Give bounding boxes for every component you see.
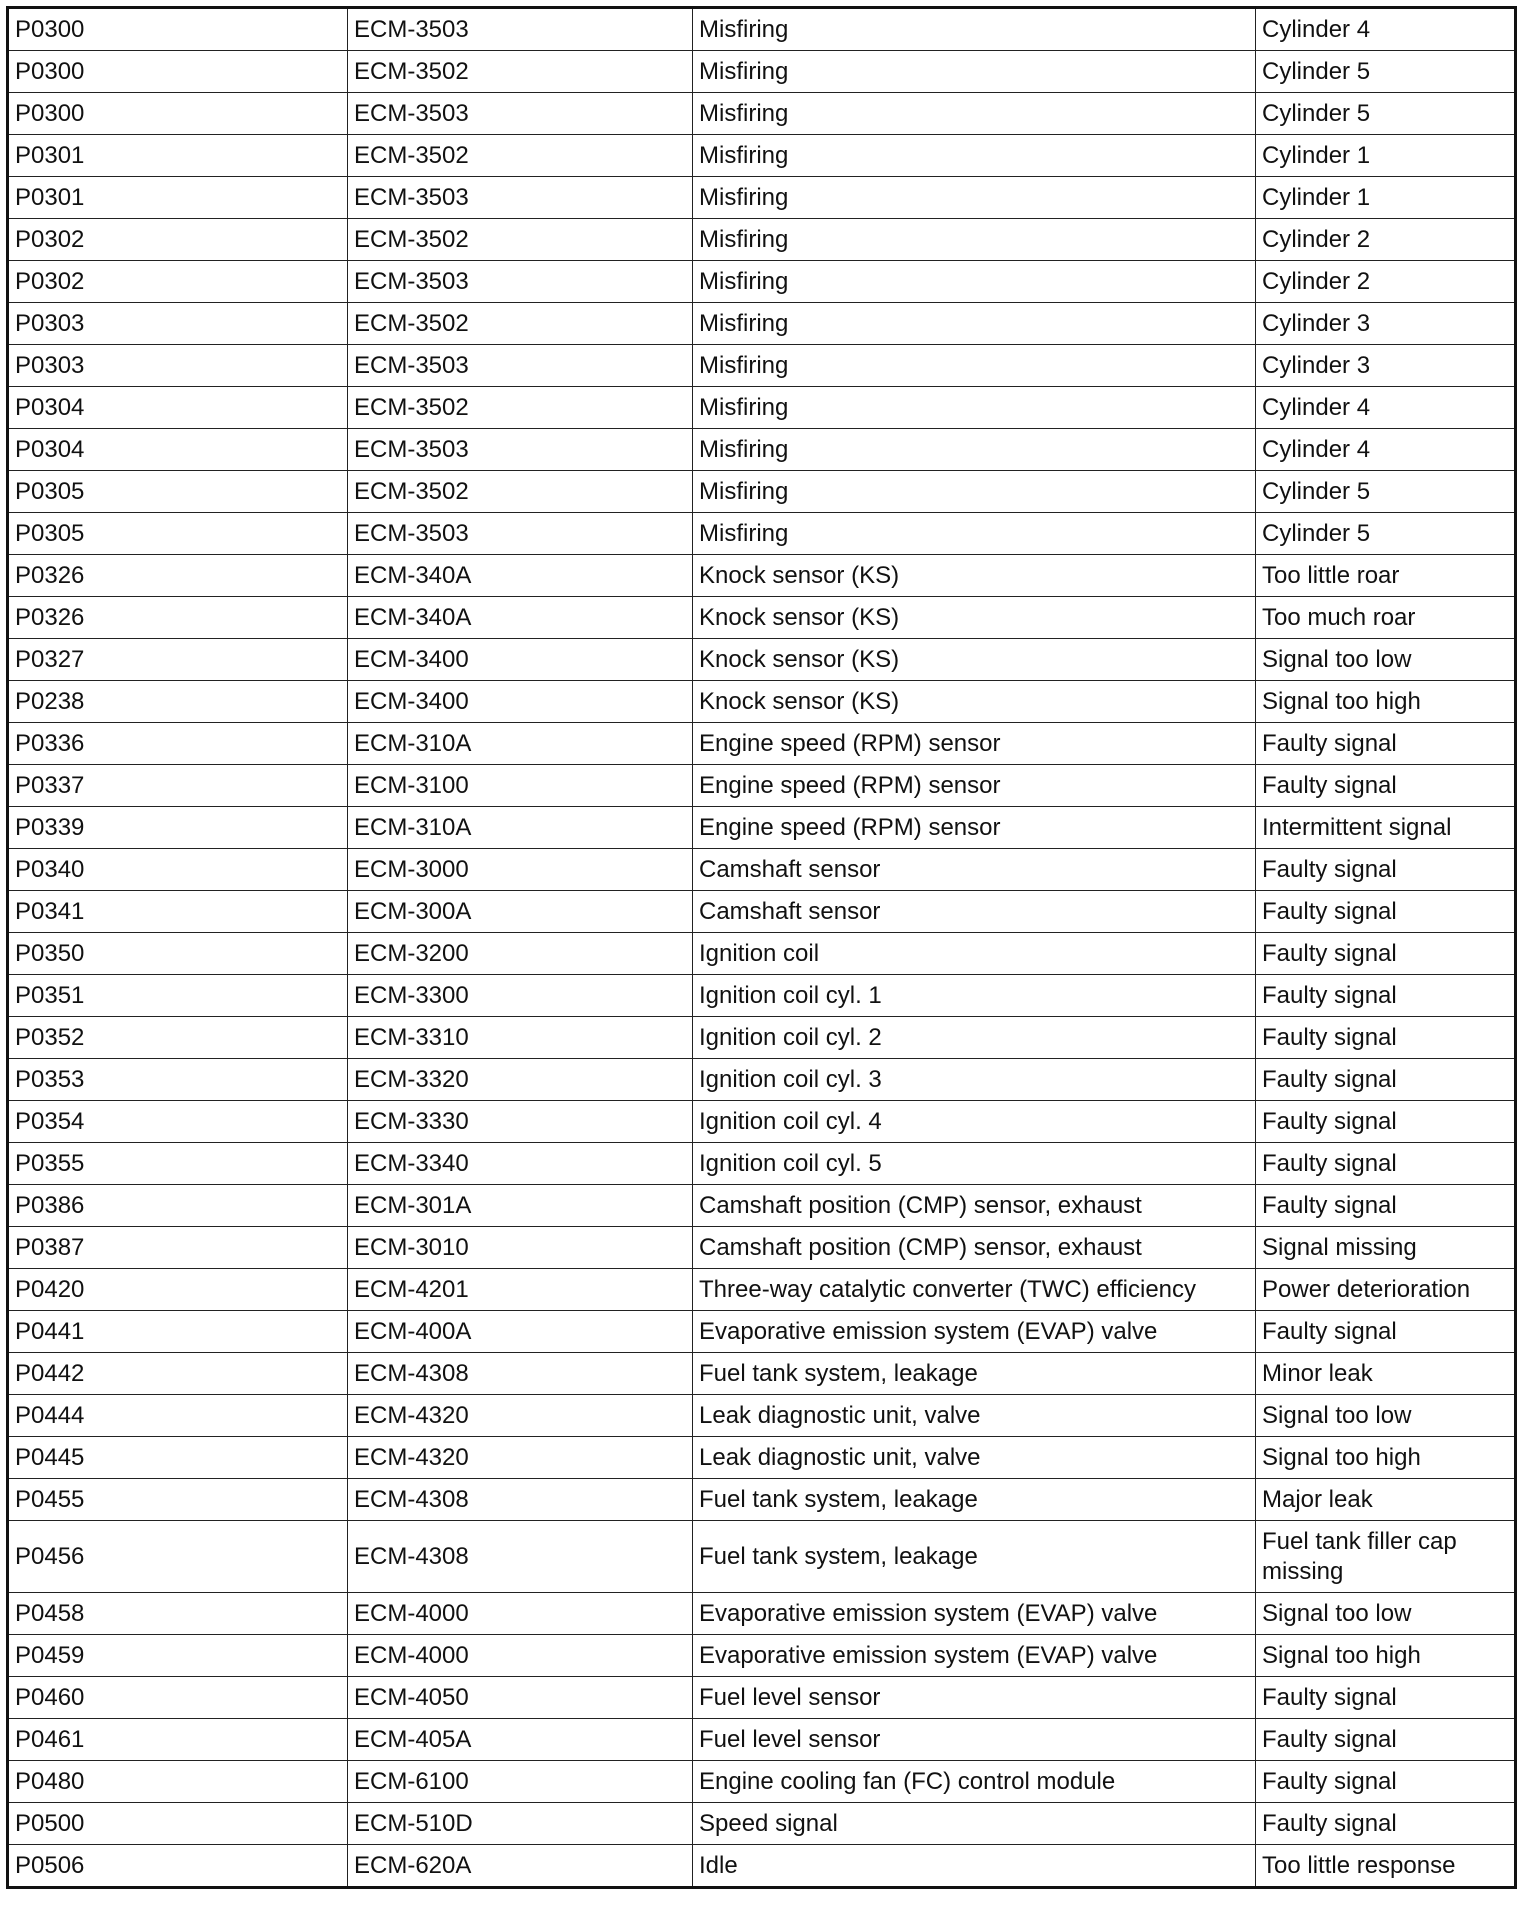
fault-description-cell: Cylinder 3 <box>1256 345 1516 387</box>
ecm-code-cell: ECM-3502 <box>348 219 693 261</box>
component-cell: Ignition coil cyl. 5 <box>693 1143 1256 1185</box>
component-cell: Misfiring <box>693 303 1256 345</box>
table-row <box>8 1761 1516 1803</box>
ecm-code-cell: ECM-3200 <box>348 933 693 975</box>
fault-description-cell: Signal too low <box>1256 1593 1516 1635</box>
ecm-code-cell: ECM-3503 <box>348 345 693 387</box>
ecm-code-cell: ECM-3320 <box>348 1059 693 1101</box>
dtc-code-cell: P0442 <box>8 1353 348 1395</box>
dtc-code-cell: P0303 <box>8 303 348 345</box>
fault-description-cell: Faulty signal <box>1256 1719 1516 1761</box>
ecm-code-cell: ECM-3502 <box>348 471 693 513</box>
component-cell: Camshaft position (CMP) sensor, exhaust <box>693 1227 1256 1269</box>
dtc-code-cell: P0304 <box>8 387 348 429</box>
fault-description-cell: Cylinder 2 <box>1256 219 1516 261</box>
table-row <box>8 219 1516 261</box>
component-cell: Speed signal <box>693 1803 1256 1845</box>
fault-description-cell: Faulty signal <box>1256 765 1516 807</box>
table-row <box>8 807 1516 849</box>
ecm-code-cell: ECM-310A <box>348 723 693 765</box>
component-cell: Ignition coil cyl. 1 <box>693 975 1256 1017</box>
fault-description-cell: Faulty signal <box>1256 933 1516 975</box>
ecm-code-cell: ECM-4050 <box>348 1677 693 1719</box>
component-cell: Fuel tank system, leakage <box>693 1479 1256 1521</box>
component-cell: Knock sensor (KS) <box>693 639 1256 681</box>
component-cell: Ignition coil cyl. 4 <box>693 1101 1256 1143</box>
dtc-code-cell: P0340 <box>8 849 348 891</box>
ecm-code-cell: ECM-3503 <box>348 513 693 555</box>
fault-description-cell: Cylinder 1 <box>1256 135 1516 177</box>
ecm-code-cell: ECM-301A <box>348 1185 693 1227</box>
table-row <box>8 135 1516 177</box>
table-row <box>8 723 1516 765</box>
ecm-code-cell: ECM-3502 <box>348 51 693 93</box>
dtc-code-cell: P0303 <box>8 345 348 387</box>
ecm-code-cell: ECM-3503 <box>348 429 693 471</box>
table-row <box>8 555 1516 597</box>
fault-description-cell: Faulty signal <box>1256 1803 1516 1845</box>
ecm-code-cell: ECM-4308 <box>348 1353 693 1395</box>
dtc-code-cell: P0301 <box>8 177 348 219</box>
dtc-code-cell: P0350 <box>8 933 348 975</box>
table-row <box>8 429 1516 471</box>
table-row <box>8 345 1516 387</box>
fault-description-cell: Signal too high <box>1256 1437 1516 1479</box>
ecm-code-cell: ECM-3502 <box>348 303 693 345</box>
component-cell: Engine speed (RPM) sensor <box>693 765 1256 807</box>
component-cell: Misfiring <box>693 513 1256 555</box>
table-row <box>8 1101 1516 1143</box>
dtc-code-cell: P0326 <box>8 597 348 639</box>
fault-description-cell: Intermittent signal <box>1256 807 1516 849</box>
fault-description-cell: Power deterioration <box>1256 1269 1516 1311</box>
ecm-code-cell: ECM-4000 <box>348 1593 693 1635</box>
ecm-code-cell: ECM-3503 <box>348 93 693 135</box>
fault-description-cell: Cylinder 5 <box>1256 93 1516 135</box>
table-row <box>8 849 1516 891</box>
ecm-code-cell: ECM-3300 <box>348 975 693 1017</box>
component-cell: Knock sensor (KS) <box>693 555 1256 597</box>
ecm-code-cell: ECM-3100 <box>348 765 693 807</box>
component-cell: Misfiring <box>693 429 1256 471</box>
table-row <box>8 681 1516 723</box>
table-row <box>8 765 1516 807</box>
ecm-code-cell: ECM-3502 <box>348 387 693 429</box>
table-row <box>8 93 1516 135</box>
component-cell: Engine speed (RPM) sensor <box>693 807 1256 849</box>
ecm-code-cell: ECM-340A <box>348 555 693 597</box>
dtc-code-cell: P0387 <box>8 1227 348 1269</box>
fault-description-cell: Too little roar <box>1256 555 1516 597</box>
ecm-code-cell: ECM-4308 <box>348 1479 693 1521</box>
dtc-code-cell: P0354 <box>8 1101 348 1143</box>
dtc-code-cell: P0352 <box>8 1017 348 1059</box>
fault-description-cell: Signal missing <box>1256 1227 1516 1269</box>
component-cell: Camshaft sensor <box>693 891 1256 933</box>
table-row <box>8 1635 1516 1677</box>
table-row <box>8 1311 1516 1353</box>
ecm-code-cell: ECM-4320 <box>348 1437 693 1479</box>
dtc-code-cell: P0238 <box>8 681 348 723</box>
ecm-code-cell: ECM-620A <box>348 1845 693 1888</box>
component-cell: Fuel tank system, leakage <box>693 1521 1256 1593</box>
table-row <box>8 597 1516 639</box>
component-cell: Leak diagnostic unit, valve <box>693 1395 1256 1437</box>
dtc-code-cell: P0300 <box>8 8 348 51</box>
component-cell: Ignition coil cyl. 2 <box>693 1017 1256 1059</box>
fault-description-cell: Signal too low <box>1256 639 1516 681</box>
dtc-code-cell: P0337 <box>8 765 348 807</box>
component-cell: Misfiring <box>693 219 1256 261</box>
fault-description-cell: Faulty signal <box>1256 1311 1516 1353</box>
dtc-code-cell: P0456 <box>8 1521 348 1593</box>
component-cell: Evaporative emission system (EVAP) valve <box>693 1593 1256 1635</box>
fault-code-table-body <box>8 8 1516 1888</box>
ecm-code-cell: ECM-3400 <box>348 639 693 681</box>
dtc-code-cell: P0458 <box>8 1593 348 1635</box>
component-cell: Misfiring <box>693 93 1256 135</box>
fault-description-cell: Faulty signal <box>1256 1101 1516 1143</box>
ecm-code-cell: ECM-3400 <box>348 681 693 723</box>
fault-description-cell: Signal too high <box>1256 681 1516 723</box>
fault-description-cell: Cylinder 4 <box>1256 429 1516 471</box>
table-row <box>8 303 1516 345</box>
dtc-code-cell: P0455 <box>8 1479 348 1521</box>
dtc-code-cell: P0420 <box>8 1269 348 1311</box>
fault-description-cell: Major leak <box>1256 1479 1516 1521</box>
ecm-code-cell: ECM-3010 <box>348 1227 693 1269</box>
fault-description-cell: Cylinder 5 <box>1256 51 1516 93</box>
component-cell: Engine cooling fan (FC) control module <box>693 1761 1256 1803</box>
dtc-code-cell: P0506 <box>8 1845 348 1888</box>
fault-description-cell: Too little response <box>1256 1845 1516 1888</box>
table-row <box>8 1185 1516 1227</box>
dtc-code-cell: P0461 <box>8 1719 348 1761</box>
ecm-code-cell: ECM-3503 <box>348 261 693 303</box>
dtc-code-cell: P0304 <box>8 429 348 471</box>
component-cell: Evaporative emission system (EVAP) valve <box>693 1635 1256 1677</box>
table-row <box>8 1437 1516 1479</box>
fault-description-cell: Faulty signal <box>1256 891 1516 933</box>
ecm-code-cell: ECM-3310 <box>348 1017 693 1059</box>
dtc-code-cell: P0480 <box>8 1761 348 1803</box>
fault-description-cell: Faulty signal <box>1256 1677 1516 1719</box>
component-cell: Evaporative emission system (EVAP) valve <box>693 1311 1256 1353</box>
component-cell: Engine speed (RPM) sensor <box>693 723 1256 765</box>
dtc-code-cell: P0444 <box>8 1395 348 1437</box>
dtc-code-cell: P0339 <box>8 807 348 849</box>
component-cell: Misfiring <box>693 387 1256 429</box>
dtc-code-cell: P0441 <box>8 1311 348 1353</box>
table-row <box>8 1017 1516 1059</box>
fault-description-cell: Faulty signal <box>1256 723 1516 765</box>
dtc-code-cell: P0459 <box>8 1635 348 1677</box>
component-cell: Camshaft sensor <box>693 849 1256 891</box>
component-cell: Misfiring <box>693 177 1256 219</box>
ecm-code-cell: ECM-6100 <box>348 1761 693 1803</box>
fault-description-cell: Faulty signal <box>1256 975 1516 1017</box>
table-row <box>8 1677 1516 1719</box>
table-row <box>8 8 1516 51</box>
table-row <box>8 933 1516 975</box>
component-cell: Fuel level sensor <box>693 1719 1256 1761</box>
component-cell: Fuel level sensor <box>693 1677 1256 1719</box>
fault-description-cell: Cylinder 2 <box>1256 261 1516 303</box>
component-cell: Misfiring <box>693 345 1256 387</box>
dtc-code-cell: P0353 <box>8 1059 348 1101</box>
ecm-code-cell: ECM-4201 <box>348 1269 693 1311</box>
table-row <box>8 1353 1516 1395</box>
table-row <box>8 1593 1516 1635</box>
table-row <box>8 891 1516 933</box>
fault-description-cell: Cylinder 1 <box>1256 177 1516 219</box>
table-row <box>8 387 1516 429</box>
component-cell: Misfiring <box>693 51 1256 93</box>
ecm-code-cell: ECM-3502 <box>348 135 693 177</box>
fault-description-cell: Faulty signal <box>1256 1143 1516 1185</box>
ecm-code-cell: ECM-3330 <box>348 1101 693 1143</box>
table-row <box>8 1269 1516 1311</box>
fault-description-cell: Cylinder 5 <box>1256 513 1516 555</box>
fault-description-cell: Signal too low <box>1256 1395 1516 1437</box>
ecm-code-cell: ECM-4320 <box>348 1395 693 1437</box>
component-cell: Knock sensor (KS) <box>693 681 1256 723</box>
dtc-code-cell: P0351 <box>8 975 348 1017</box>
dtc-code-cell: P0302 <box>8 261 348 303</box>
dtc-code-cell: P0500 <box>8 1803 348 1845</box>
ecm-code-cell: ECM-3000 <box>348 849 693 891</box>
fault-description-cell: Cylinder 5 <box>1256 471 1516 513</box>
table-row <box>8 1143 1516 1185</box>
fault-description-cell: Cylinder 3 <box>1256 303 1516 345</box>
component-cell: Knock sensor (KS) <box>693 597 1256 639</box>
dtc-code-cell: P0305 <box>8 513 348 555</box>
dtc-code-cell: P0305 <box>8 471 348 513</box>
fault-code-table <box>6 6 1517 1889</box>
dtc-code-cell: P0386 <box>8 1185 348 1227</box>
dtc-code-cell: P0302 <box>8 219 348 261</box>
dtc-code-cell: P0341 <box>8 891 348 933</box>
fault-description-cell: Faulty signal <box>1256 1059 1516 1101</box>
fault-description-cell: Too much roar <box>1256 597 1516 639</box>
fault-description-cell: Faulty signal <box>1256 1185 1516 1227</box>
table-row <box>8 1395 1516 1437</box>
table-row <box>8 1479 1516 1521</box>
table-row <box>8 471 1516 513</box>
table-row <box>8 261 1516 303</box>
fault-description-cell: Cylinder 4 <box>1256 387 1516 429</box>
ecm-code-cell: ECM-300A <box>348 891 693 933</box>
component-cell: Misfiring <box>693 471 1256 513</box>
component-cell: Ignition coil <box>693 933 1256 975</box>
fault-description-cell: Faulty signal <box>1256 1017 1516 1059</box>
dtc-code-cell: P0301 <box>8 135 348 177</box>
fault-description-cell: Fuel tank filler cap missing <box>1256 1521 1516 1593</box>
table-row <box>8 51 1516 93</box>
table-row <box>8 975 1516 1017</box>
component-cell: Fuel tank system, leakage <box>693 1353 1256 1395</box>
dtc-code-cell: P0336 <box>8 723 348 765</box>
table-row <box>8 513 1516 555</box>
table-row <box>8 177 1516 219</box>
dtc-code-cell: P0460 <box>8 1677 348 1719</box>
component-cell: Ignition coil cyl. 3 <box>693 1059 1256 1101</box>
dtc-code-cell: P0327 <box>8 639 348 681</box>
fault-description-cell: Minor leak <box>1256 1353 1516 1395</box>
table-row <box>8 1719 1516 1761</box>
ecm-code-cell: ECM-510D <box>348 1803 693 1845</box>
ecm-code-cell: ECM-3340 <box>348 1143 693 1185</box>
ecm-code-cell: ECM-4308 <box>348 1521 693 1593</box>
fault-description-cell: Faulty signal <box>1256 1761 1516 1803</box>
ecm-code-cell: ECM-3503 <box>348 177 693 219</box>
dtc-code-cell: P0300 <box>8 93 348 135</box>
dtc-code-cell: P0300 <box>8 51 348 93</box>
dtc-code-cell: P0326 <box>8 555 348 597</box>
ecm-code-cell: ECM-310A <box>348 807 693 849</box>
ecm-code-cell: ECM-3503 <box>348 8 693 51</box>
dtc-code-cell: P0355 <box>8 1143 348 1185</box>
component-cell: Misfiring <box>693 261 1256 303</box>
table-row <box>8 1227 1516 1269</box>
component-cell: Misfiring <box>693 135 1256 177</box>
dtc-code-cell: P0445 <box>8 1437 348 1479</box>
table-row <box>8 1803 1516 1845</box>
table-row <box>8 639 1516 681</box>
fault-description-cell: Signal too high <box>1256 1635 1516 1677</box>
fault-description-cell: Cylinder 4 <box>1256 8 1516 51</box>
table-row <box>8 1845 1516 1888</box>
ecm-code-cell: ECM-405A <box>348 1719 693 1761</box>
component-cell: Misfiring <box>693 8 1256 51</box>
table-row <box>8 1059 1516 1101</box>
component-cell: Camshaft position (CMP) sensor, exhaust <box>693 1185 1256 1227</box>
ecm-code-cell: ECM-400A <box>348 1311 693 1353</box>
component-cell: Idle <box>693 1845 1256 1888</box>
ecm-code-cell: ECM-4000 <box>348 1635 693 1677</box>
table-row <box>8 1521 1516 1593</box>
ecm-code-cell: ECM-340A <box>348 597 693 639</box>
component-cell: Leak diagnostic unit, valve <box>693 1437 1256 1479</box>
component-cell: Three-way catalytic converter (TWC) efficiency <box>693 1269 1256 1311</box>
fault-description-cell: Faulty signal <box>1256 849 1516 891</box>
